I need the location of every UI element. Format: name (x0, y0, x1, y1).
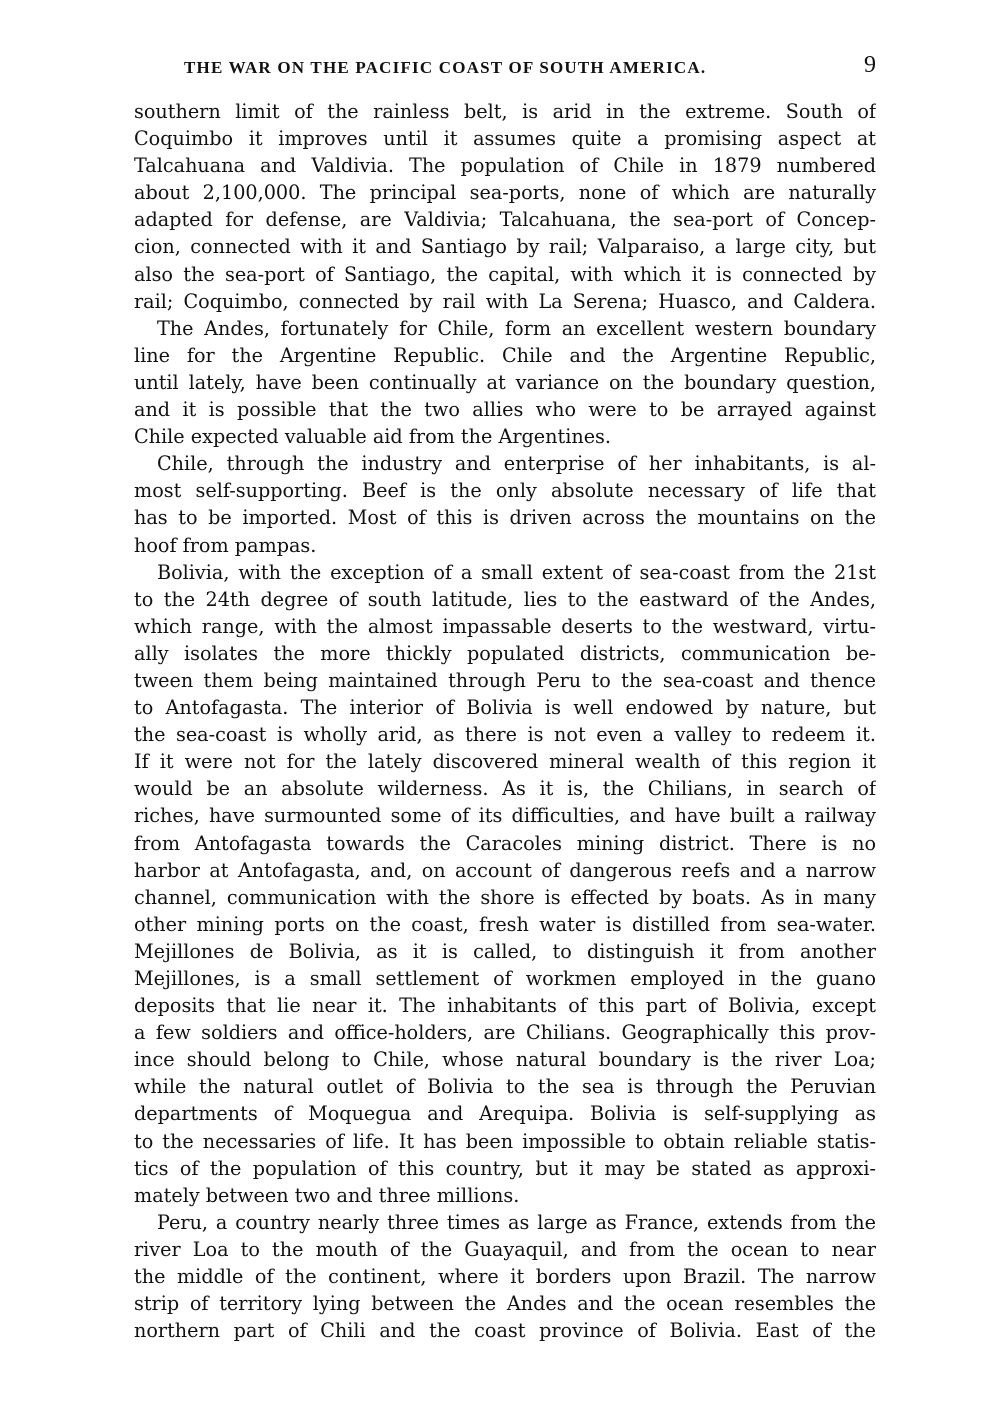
text-line: The Andes, fortunately for Chile, form an excellent western boundary (157, 316, 876, 340)
text-line: hoof from pampas. (134, 533, 317, 557)
page-number: 9 (864, 52, 876, 78)
text-line: Coquimbo it improves until it assumes quite a promising aspect at (134, 127, 876, 151)
text-line: would be an absolute wilderness. As it is, the Chilians, in search of (134, 777, 876, 801)
text-line: river Loa to the mouth of the Guayaquil, and from the ocean to near (134, 1237, 876, 1261)
text-line: Chile, through the industry and enterprise of her inhabitants, is al- (157, 452, 876, 476)
text-line: harbor at Antofagasta, and, on account of dangerous reefs and a narrow (134, 858, 876, 882)
text-line: departments of Moquegua and Arequipa. Bolivia is self-supplying as (134, 1102, 876, 1126)
text-line: most self-supporting. Beef is the only absolute necessary of life that (134, 479, 876, 503)
paragraph-chile-self-supporting (134, 450, 876, 558)
text-line: line for the Argentine Republic. Chile and the Argentine Republic, (134, 343, 876, 367)
text-line: northern part of Chili and the coast province of Bolivia. East of the (134, 1319, 876, 1343)
text-line: channel, communication with the shore is effected by boats. As in many (134, 885, 876, 909)
text-line: a few soldiers and office-holders, are Chilians. Geographically this prov- (134, 1021, 876, 1045)
text-line: tics of the population of this country, but it may be stated as approxi- (134, 1156, 876, 1180)
text-line: to the necessaries of life. It has been impossible to obtain reliable statis- (134, 1129, 876, 1153)
text-line: strip of territory lying between the Andes and the ocean resembles the (134, 1292, 876, 1316)
text-line: mately between two and three millions. (134, 1183, 520, 1207)
text-line: and it is possible that the two allies who were to be arrayed against (134, 398, 876, 422)
text-line: Talcahuana and Valdivia. The population of Chile in 1879 numbered (134, 154, 876, 178)
running-title: THE WAR ON THE PACIFIC COAST OF SOUTH AMERICA. (184, 58, 707, 77)
text-line: to Antofagasta. The interior of Bolivia is well endowed by nature, but (134, 696, 876, 720)
text-line: until lately, have been continually at variance on the boundary question, (134, 370, 876, 394)
text-line: riches, have surmounted some of its difficulties, and have built a railway (134, 804, 876, 828)
text-line: the middle of the continent, where it borders upon Brazil. The narrow (134, 1265, 876, 1289)
body-text (134, 98, 876, 1344)
text-line: If it were not for the lately discovered mineral wealth of this region it (134, 750, 876, 774)
text-line: deposits that lie near it. The inhabitants of this part of Bolivia, except (134, 994, 876, 1018)
text-line: Chile expected valuable aid from the Argentines. (134, 425, 611, 449)
paragraph-bolivia (134, 559, 876, 1209)
text-line: ince should belong to Chile, whose natural boundary is the river Loa; (134, 1048, 876, 1072)
text-line: adapted for defense, are Valdivia; Talcahuana, the sea-port of Concep- (134, 208, 876, 232)
text-line: rail; Coquimbo, connected by rail with La Serena; Huasco, and Caldera. (134, 289, 876, 313)
text-line: Bolivia, with the exception of a small extent of sea-coast from the 21st (157, 560, 876, 584)
text-line: to the 24th degree of south latitude, lies to the eastward of the Andes, (134, 587, 876, 611)
text-line: while the natural outlet of Bolivia to the sea is through the Peruvian (134, 1075, 876, 1099)
text-line: cion, connected with it and Santiago by rail; Valparaiso, a large city, but (134, 235, 876, 259)
text-line: Mejillones de Bolivia, as it is called, to distinguish it from another (134, 939, 876, 963)
running-head (134, 52, 876, 82)
text-line: also the sea-port of Santiago, the capital, with which it is connected by (134, 262, 876, 286)
text-line: the sea-coast is wholly arid, as there is not even a valley to redeem it. (134, 723, 876, 747)
text-line: tween them being maintained through Peru to the sea-coast and thence (134, 668, 876, 692)
paragraph-andes-boundary (134, 315, 876, 450)
text-line: other mining ports on the coast, fresh water is distilled from sea-water. (134, 912, 876, 936)
text-line: about 2,100,000. The principal sea-ports, none of which are naturally (134, 181, 876, 205)
text-line: Peru, a country nearly three times as large as France, extends from the (157, 1210, 876, 1234)
text-line: southern limit of the rainless belt, is arid in the extreme. South of (134, 100, 876, 123)
text-line: from Antofagasta towards the Caracoles mining district. There is no (134, 831, 876, 855)
text-line: which range, with the almost impassable deserts to the westward, virtu- (134, 614, 876, 638)
text-line: ally isolates the more thickly populated districts, communication be- (134, 641, 876, 665)
text-line: Mejillones, is a small settlement of workmen employed in the guano (134, 967, 876, 990)
paragraph-chile-ports (134, 98, 876, 315)
paragraph-peru (134, 1209, 876, 1344)
text-line: has to be imported. Most of this is driven across the mountains on the (134, 506, 876, 530)
